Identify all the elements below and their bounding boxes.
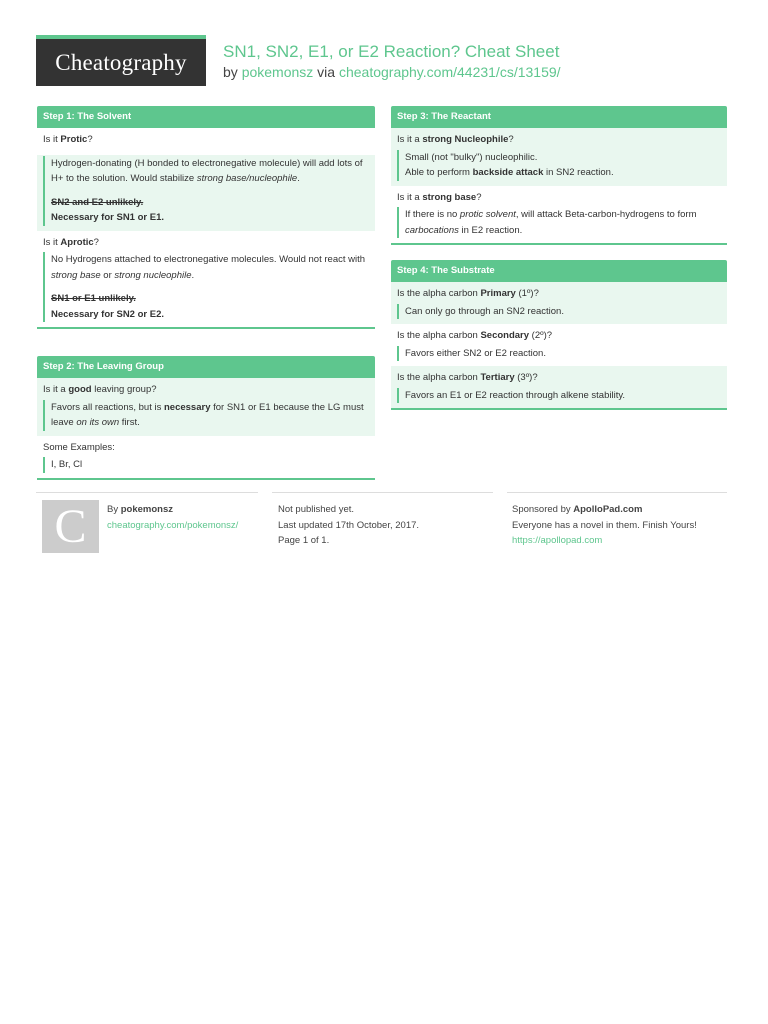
protic-row xyxy=(37,128,375,155)
via-word: via xyxy=(317,64,336,80)
footer-author-name[interactable]: pokemonsz xyxy=(120,504,173,515)
sponsored-label: Sponsored by xyxy=(512,504,571,515)
sheet-url-link[interactable]: cheatography.com/44231/cs/13159/ xyxy=(338,64,561,80)
aprotic-row xyxy=(37,231,375,328)
footer-author-column xyxy=(107,502,238,533)
leaving-group-row xyxy=(37,378,375,436)
tertiary-answer: Favors an E1 or E2 reaction through alkene stability. xyxy=(397,388,721,404)
tertiary-question: Is the alpha carbon Tertiary (3º)? xyxy=(397,372,538,383)
examples-label: Some Examples: xyxy=(43,441,115,453)
page-number: Page 1 of 1. xyxy=(278,535,330,546)
footer-sponsor-column xyxy=(512,502,697,549)
step1-title: Step 1: The Solvent xyxy=(37,106,375,128)
nucleophile-answer: Small (not "bulky") nucleophilic. Able to perform backside attack in SN2 reaction. xyxy=(397,150,721,181)
nucleophile-row xyxy=(391,128,727,186)
primary-row xyxy=(391,282,727,324)
protic-term: Protic xyxy=(60,134,88,145)
secondary-question: Is the alpha carbon Secondary (2º)? xyxy=(397,330,553,341)
aprotic-term: Aprotic xyxy=(60,236,94,248)
sponsor-tagline: Everyone has a novel in them. Finish Yours! xyxy=(512,519,697,531)
aprotic-answer xyxy=(43,252,369,322)
protic-necessary: Necessary for SN1 or E1. xyxy=(51,212,165,223)
step4-panel xyxy=(391,260,727,410)
protic-description: Hydrogen-donating (H bonded to electronegative molecule) will add lots of H+ to the solution. Would stabilize strong base/nucleophile. xyxy=(51,157,363,184)
footer-divider-1 xyxy=(36,492,258,493)
logo-text: Cheatography xyxy=(55,49,187,75)
examples-list: I, Br, Cl xyxy=(43,457,369,473)
base-answer: If there is no protic solvent, will attack Beta-carbon-hydrogens to form carbocations in E2 reaction. xyxy=(397,207,721,238)
nucleophile-question: Is it a strong Nucleophile? xyxy=(397,134,514,145)
protic-unlikely: SN2 and E2 unlikely. xyxy=(51,196,144,208)
protic-answer-row xyxy=(37,155,375,231)
aprotic-unlikely: SN1 or E1 unlikely. xyxy=(51,293,136,304)
footer-by-label: By xyxy=(107,504,119,515)
step2-panel xyxy=(37,356,375,480)
base-question: Is it a strong base? xyxy=(397,191,482,203)
leaving-group-answer: Favors all reactions, but is necessary for SN1 or E1 because the LG must leave on its own first. xyxy=(43,400,369,431)
last-updated: Last updated 17th October, 2017. xyxy=(278,519,420,531)
base-row xyxy=(391,186,727,244)
protic-question: Is it Protic? xyxy=(43,134,93,145)
step1-panel xyxy=(37,106,375,329)
author-avatar[interactable] xyxy=(42,500,99,553)
sponsor-name[interactable]: ApolloPad.com xyxy=(573,504,643,515)
author-link[interactable]: pokemonsz xyxy=(241,64,314,80)
secondary-answer: Favors either SN2 or E2 reaction. xyxy=(397,346,721,362)
by-word: by xyxy=(223,64,238,80)
avatar-letter: C xyxy=(54,500,87,553)
primary-question: Is the alpha carbon Primary (1º)? xyxy=(397,288,539,299)
publish-status: Not published yet. xyxy=(278,504,355,515)
protic-answer xyxy=(43,156,369,226)
step4-title: Step 4: The Substrate xyxy=(391,260,727,282)
primary-answer: Can only go through an SN2 reaction. xyxy=(397,304,721,320)
step3-title: Step 3: The Reactant xyxy=(391,106,727,128)
sponsor-url[interactable]: https://apollopad.com xyxy=(512,535,603,546)
secondary-row xyxy=(391,324,727,366)
tertiary-row xyxy=(391,366,727,408)
aprotic-description: No Hydrogens attached to electronegative molecules. Would not react with strong base or strong nucleophile. xyxy=(51,254,366,281)
footer-divider-2 xyxy=(272,492,493,493)
aprotic-question: Is it Aprotic? xyxy=(43,236,99,248)
footer-author-url[interactable]: cheatography.com/pokemonsz/ xyxy=(107,519,239,531)
byline xyxy=(223,64,561,80)
examples-row xyxy=(37,436,375,478)
footer-status-column xyxy=(278,502,419,549)
leaving-group-question: Is it a good leaving group? xyxy=(43,384,157,395)
footer-divider-3 xyxy=(507,492,727,493)
step2-title: Step 2: The Leaving Group xyxy=(37,356,375,378)
sheet-title[interactable]: SN1, SN2, E1, or E2 Reaction? Cheat Sheet xyxy=(223,42,560,61)
aprotic-necessary: Necessary for SN2 or E2. xyxy=(51,308,165,320)
step3-panel xyxy=(391,106,727,245)
cheatography-logo[interactable] xyxy=(36,35,206,86)
